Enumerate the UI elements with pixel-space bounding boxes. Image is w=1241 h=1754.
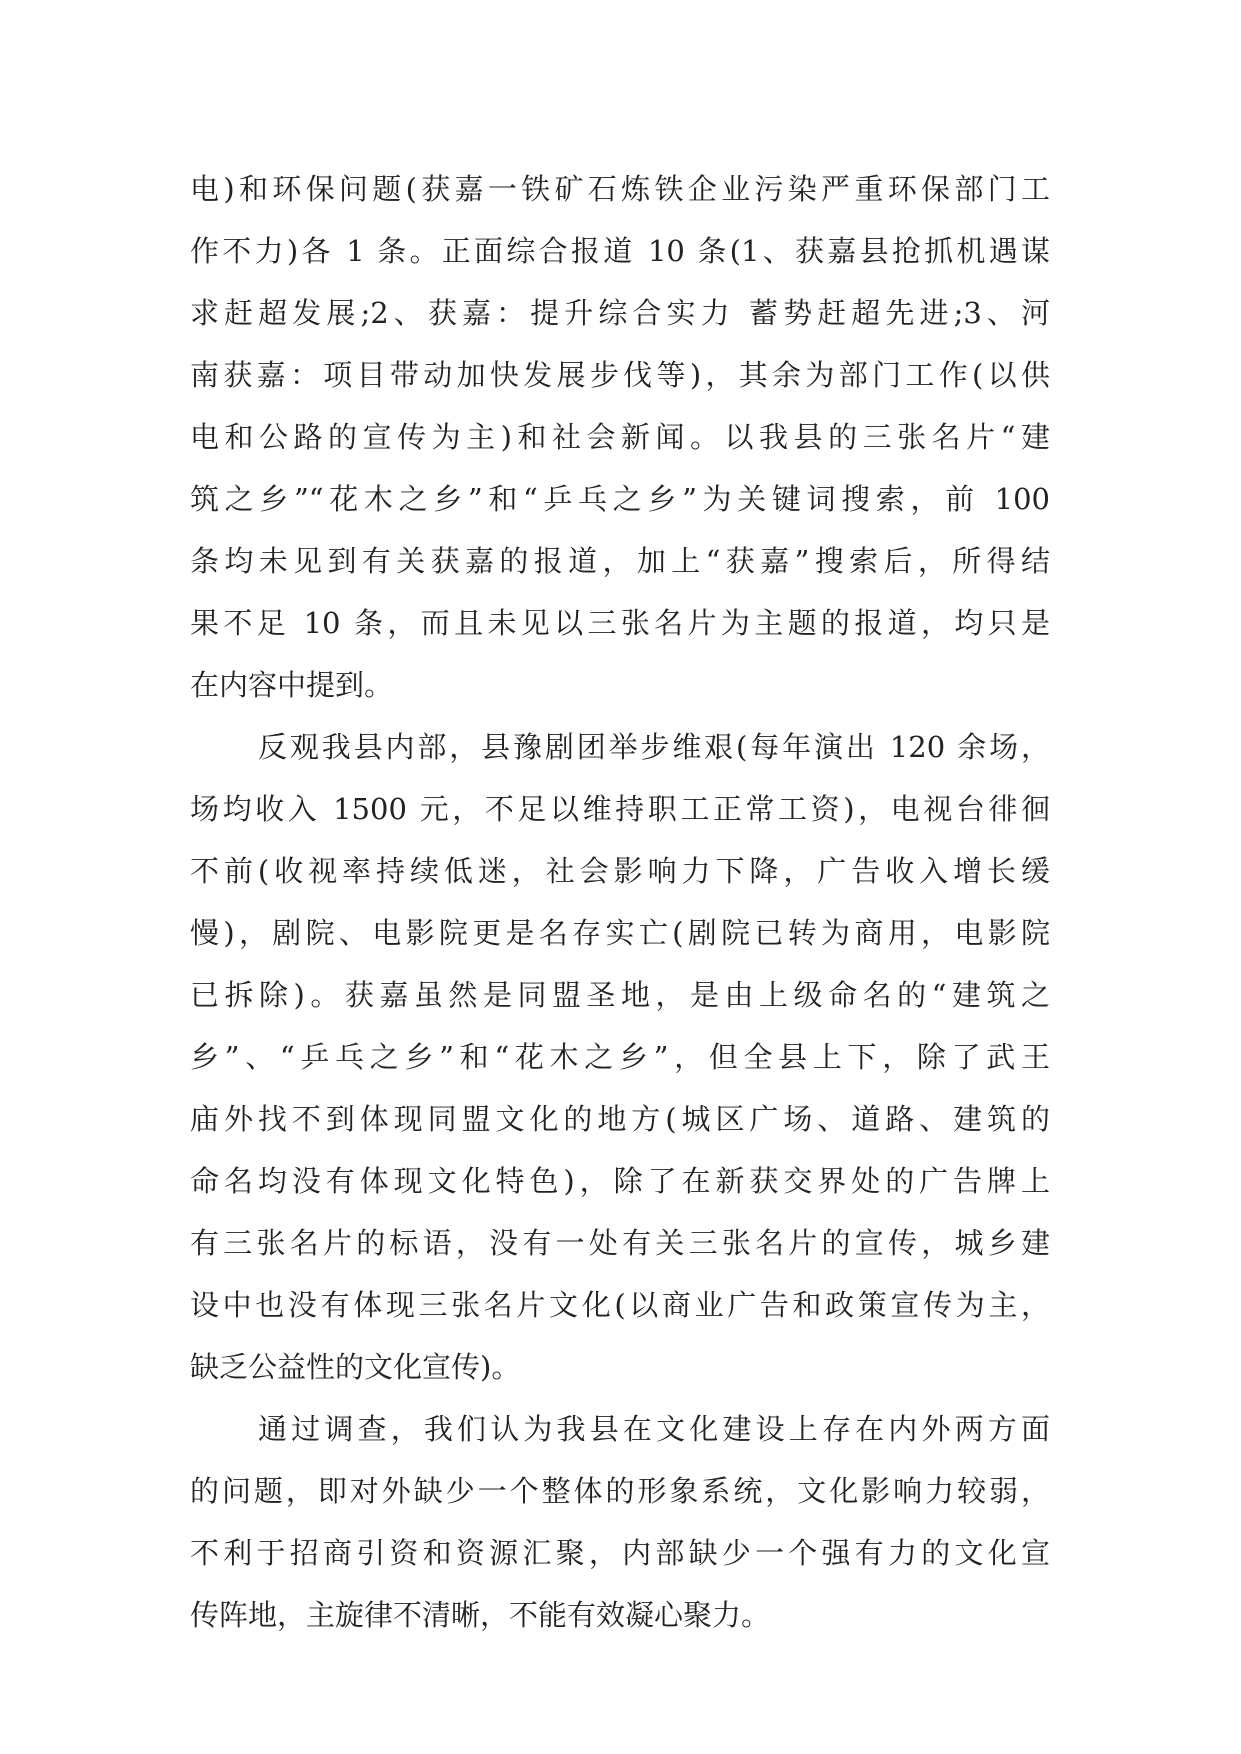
paragraph-2	[190, 716, 1050, 1398]
text-line: 命名均没有体现文化特色)，除了在新获交界处的广告牌上	[190, 1164, 1050, 1198]
text-line: 电)和环保问题(获嘉一铁矿石炼铁企业污染严重环保部门工	[190, 172, 1050, 206]
text-line: 在内容中提到。	[190, 668, 394, 702]
text-line: 缺乏公益性的文化宣传)。	[190, 1350, 521, 1384]
text-line: 求赶超发展;2、获嘉：提升综合实力 蓄势赶超先进;3、河	[190, 296, 1050, 330]
text-line: 条均未见到有关获嘉的报道，加上“获嘉”搜索后，所得结	[190, 544, 1050, 578]
text-line: 的问题，即对外缺少一个整体的形象系统，文化影响力较弱，	[190, 1474, 1050, 1508]
text-line: 反观我县内部，县豫剧团举步维艰(每年演出 120 余场，	[258, 730, 1050, 764]
text-line: 乡”、“乒乓之乡”和“花木之乡”，但全县上下，除了武王	[190, 1040, 1050, 1074]
text-line: 有三张名片的标语，没有一处有关三张名片的宣传，城乡建	[190, 1226, 1050, 1260]
text-line: 不前(收视率持续低迷，社会影响力下降，广告收入增长缓	[190, 854, 1050, 888]
text-line: 慢)，剧院、电影院更是名存实亡(剧院已转为商用，电影院	[190, 916, 1050, 950]
text-line: 筑之乡”“花木之乡”和“乒乓之乡”为关键词搜索，前 100	[190, 482, 1050, 516]
text-line: 果不足 10 条，而且未见以三张名片为主题的报道，均只是	[190, 606, 1050, 640]
text-line: 作不力)各 1 条。正面综合报道 10 条(1、获嘉县抢抓机遇谋	[190, 234, 1050, 268]
text-line: 已拆除)。获嘉虽然是同盟圣地，是由上级命名的“建筑之	[190, 978, 1050, 1012]
text-line: 南获嘉：项目带动加快发展步伐等)，其余为部门工作(以供	[190, 358, 1050, 392]
text-line: 传阵地，主旋律不清晰，不能有效凝心聚力。	[190, 1598, 771, 1632]
text-line: 设中也没有体现三张名片文化(以商业广告和政策宣传为主，	[190, 1288, 1050, 1322]
text-line: 电和公路的宣传为主)和社会新闻。以我县的三张名片“建	[190, 420, 1050, 454]
text-line: 庙外找不到体现同盟文化的地方(城区广场、道路、建筑的	[190, 1102, 1050, 1136]
paragraph-1	[190, 158, 1050, 716]
text-line: 通过调查，我们认为我县在文化建设上存在内外两方面	[258, 1412, 1050, 1446]
text-line: 场均收入 1500 元，不足以维持职工正常工资)，电视台徘徊	[190, 792, 1050, 826]
document-body	[190, 158, 1050, 1646]
paragraph-3	[190, 1398, 1050, 1646]
text-line: 不利于招商引资和资源汇聚，内部缺少一个强有力的文化宣	[190, 1536, 1050, 1570]
